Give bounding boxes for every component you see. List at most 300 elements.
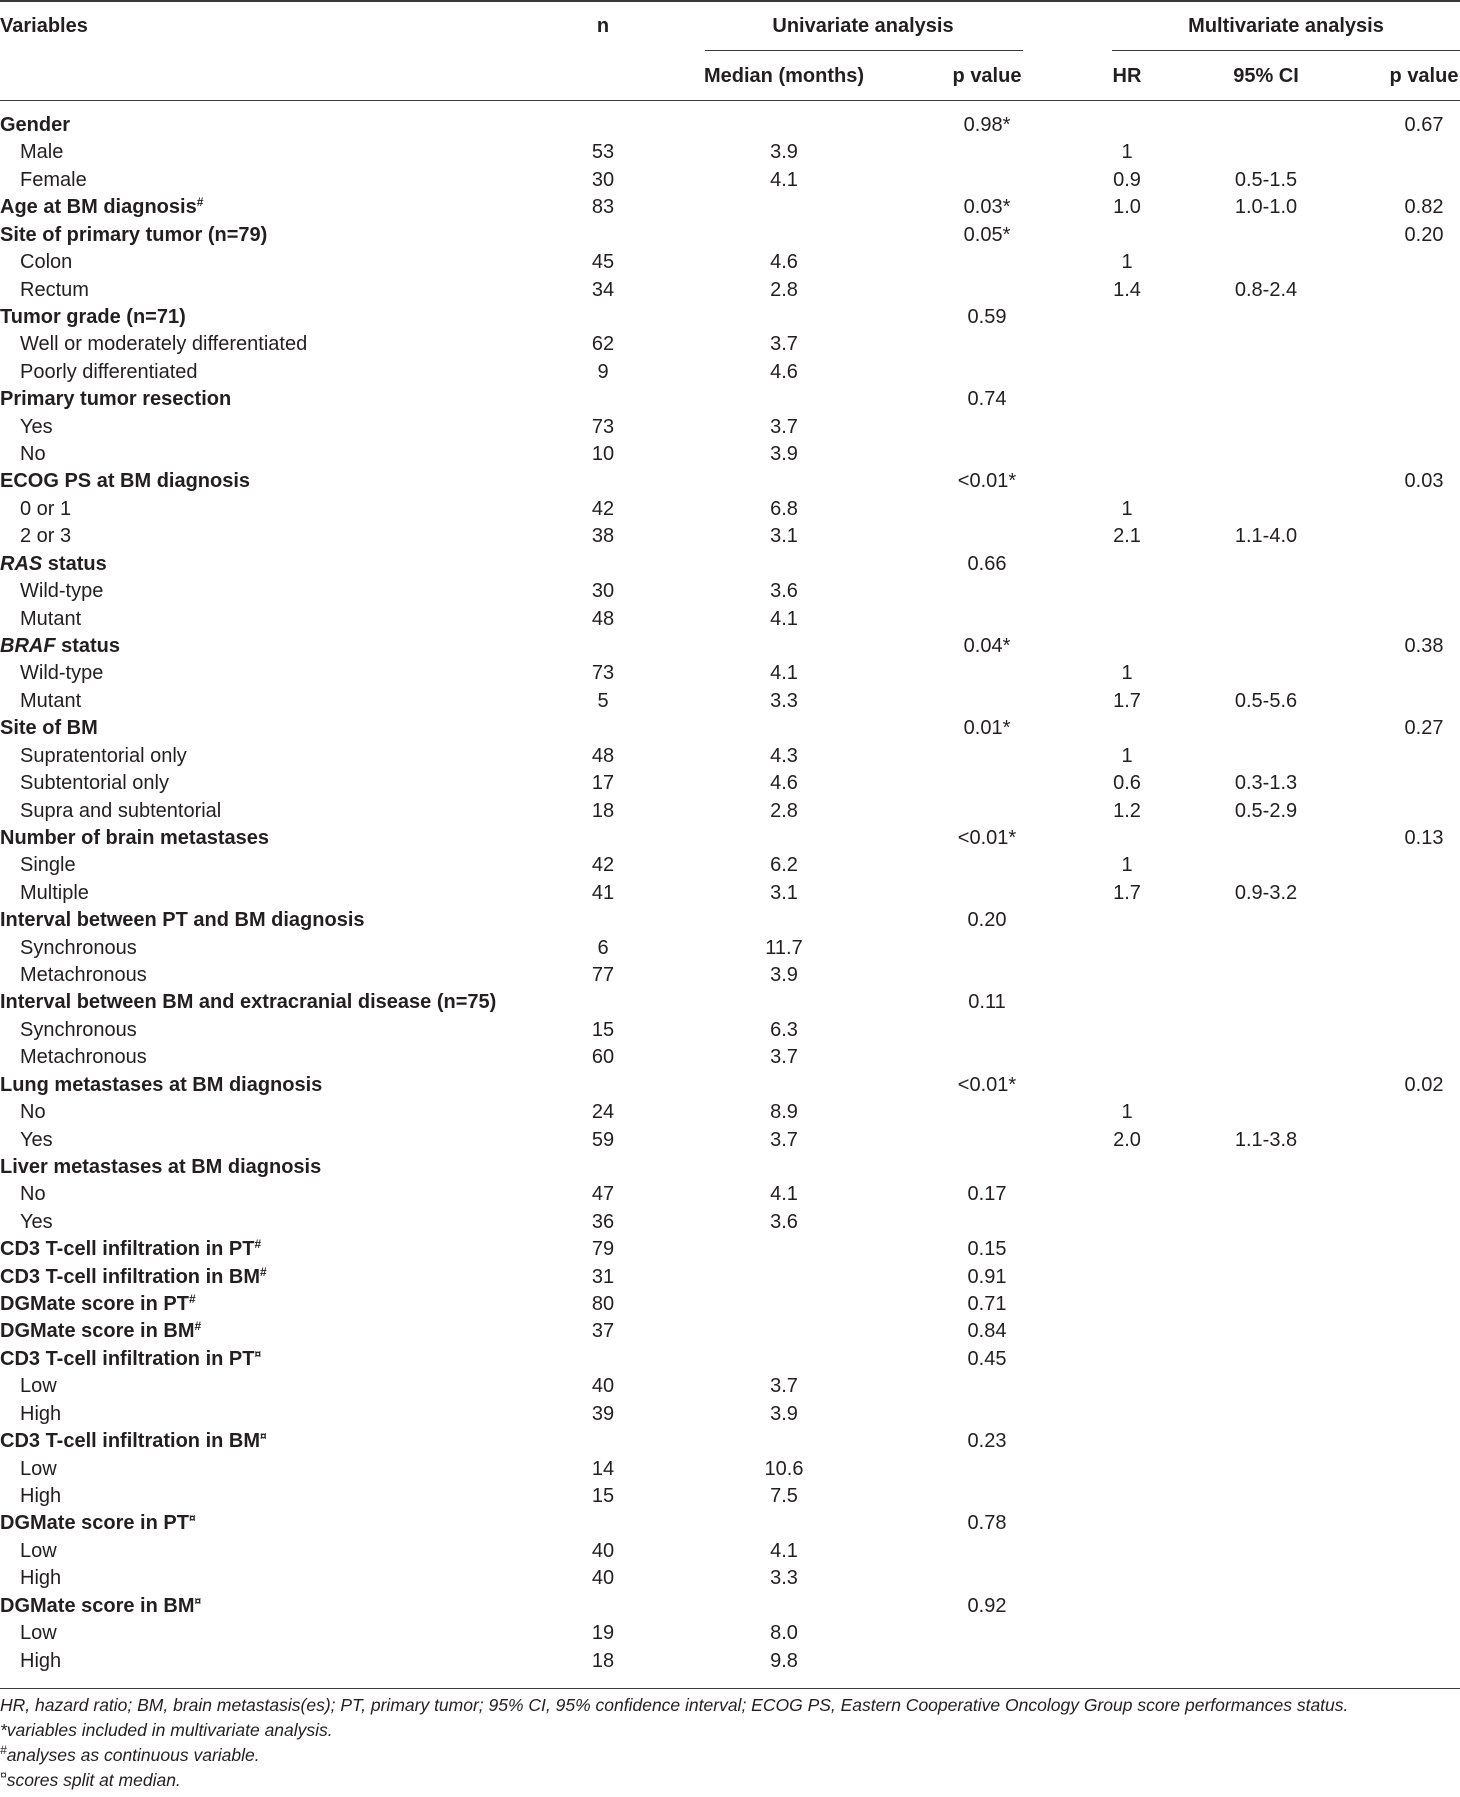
cell-ci: 0.5-5.6 bbox=[1234, 689, 1298, 712]
row-label bbox=[20, 414, 53, 441]
table-row bbox=[0, 1044, 1460, 1071]
cell-p2: 0.67 bbox=[1404, 114, 1444, 136]
cell-hr: 2.0 bbox=[1113, 1128, 1141, 1151]
table-row bbox=[0, 496, 1460, 523]
cell-median: 8.9 bbox=[770, 1101, 798, 1124]
cell-n: 15 bbox=[591, 1485, 615, 1507]
header-hr: HR bbox=[1112, 65, 1142, 87]
footnote-marker: # bbox=[254, 1237, 262, 1252]
header-bottom-rule bbox=[0, 100, 1460, 101]
row-label-text: Low bbox=[20, 1375, 57, 1398]
table-row bbox=[0, 222, 1460, 249]
cell-n: 38 bbox=[591, 525, 615, 548]
header-variables: Variables bbox=[0, 15, 88, 37]
cell-ci: 0.5-2.9 bbox=[1234, 799, 1298, 822]
cell-n: 59 bbox=[591, 1128, 615, 1151]
cell-p1: 0.20 bbox=[967, 909, 1007, 932]
cell-hr: 1.7 bbox=[1113, 881, 1141, 904]
row-label-text: Lung metastases at BM diagnosis bbox=[0, 1073, 323, 1096]
row-group-label bbox=[0, 1236, 261, 1263]
cell-n: 53 bbox=[591, 141, 615, 164]
table-row bbox=[0, 1127, 1460, 1154]
row-label-text: Poorly differentiated bbox=[20, 360, 198, 383]
row-label bbox=[20, 962, 147, 989]
row-label-text: Low bbox=[20, 1457, 57, 1480]
footnote-marker: # bbox=[260, 1264, 267, 1279]
cell-p1: 0.45 bbox=[967, 1347, 1007, 1370]
row-group-label bbox=[0, 715, 98, 742]
cell-p1: 0.84 bbox=[967, 1320, 1007, 1343]
table-row bbox=[0, 1456, 1460, 1483]
header-ci: 95% CI bbox=[1233, 65, 1299, 87]
cell-p1: 0.98* bbox=[963, 114, 1011, 136]
cell-n: 42 bbox=[591, 854, 615, 877]
cell-p1: 0.66 bbox=[967, 552, 1007, 575]
cell-n: 19 bbox=[591, 1622, 615, 1645]
row-label-text: Interval between BM and extracranial disease (n=75) bbox=[0, 991, 497, 1014]
cell-n: 30 bbox=[591, 580, 615, 603]
table-row bbox=[0, 660, 1460, 687]
row-label-text: 0 or 1 bbox=[20, 497, 72, 520]
row-group-label bbox=[0, 112, 70, 139]
row-label-text: 2 or 3 bbox=[20, 525, 72, 548]
cell-ci: 0.5-1.5 bbox=[1234, 168, 1298, 191]
table-row bbox=[0, 1072, 1460, 1099]
row-label bbox=[20, 1017, 137, 1044]
row-group-label bbox=[0, 194, 203, 221]
table-row bbox=[0, 688, 1460, 715]
row-label-text: Male bbox=[20, 141, 64, 164]
header-p-value-uni: p value bbox=[952, 65, 1022, 87]
gene-name: RAS bbox=[0, 552, 43, 575]
row-label-text: High bbox=[20, 1485, 62, 1507]
cell-p1: 0.91 bbox=[967, 1265, 1007, 1288]
cell-n: 48 bbox=[591, 607, 615, 630]
cell-median: 3.6 bbox=[770, 1210, 798, 1233]
row-label-text: Site of primary tumor (n=79) bbox=[0, 223, 268, 246]
row-label-text: Age at BM diagnosis bbox=[0, 196, 197, 219]
row-label-text: Supratentorial only bbox=[20, 744, 187, 767]
row-label-text: Primary tumor resection bbox=[0, 388, 232, 411]
cell-n: 10 bbox=[591, 443, 615, 466]
row-label-text: Low bbox=[20, 1539, 57, 1562]
footnote-marker: ¤ bbox=[260, 1429, 267, 1444]
table-row bbox=[0, 962, 1460, 989]
footnote bbox=[0, 1693, 1460, 1718]
row-label-text: High bbox=[20, 1402, 62, 1425]
cell-n: 47 bbox=[591, 1183, 615, 1206]
table-row bbox=[0, 441, 1460, 468]
cell-n: 40 bbox=[591, 1567, 615, 1590]
row-label bbox=[20, 139, 63, 166]
cell-hr: 1 bbox=[1121, 497, 1133, 520]
row-label bbox=[20, 1620, 57, 1647]
table-row bbox=[0, 1346, 1460, 1373]
row-group-label bbox=[0, 1072, 322, 1099]
cell-median: 3.1 bbox=[770, 881, 798, 904]
table-row bbox=[0, 1154, 1460, 1181]
table-row bbox=[0, 1209, 1460, 1236]
row-group-label bbox=[0, 1154, 321, 1181]
footnote bbox=[0, 1718, 1460, 1743]
table-row bbox=[0, 112, 1460, 139]
table-row bbox=[0, 1318, 1460, 1345]
cell-p2: 0.27 bbox=[1404, 717, 1444, 740]
row-label-text: Yes bbox=[20, 1128, 53, 1151]
cell-median: 4.6 bbox=[770, 251, 798, 274]
table-row bbox=[0, 1510, 1460, 1537]
cell-p1: 0.71 bbox=[967, 1293, 1007, 1316]
univariate-underline bbox=[705, 50, 1023, 51]
cell-median: 4.1 bbox=[770, 1183, 798, 1206]
table-row bbox=[0, 1620, 1460, 1647]
row-label-text: Interval between PT and BM diagnosis bbox=[0, 909, 365, 932]
footnote-marker: # bbox=[0, 1743, 7, 1757]
cell-median: 8.0 bbox=[770, 1622, 798, 1645]
table-row bbox=[0, 1648, 1460, 1675]
row-group-label bbox=[0, 989, 496, 1016]
table-row bbox=[0, 1236, 1460, 1263]
footnote bbox=[0, 1768, 1460, 1793]
cell-p1: 0.03* bbox=[963, 196, 1011, 219]
row-label bbox=[20, 688, 81, 715]
footnote-text: *variables included in multivariate analysis. bbox=[0, 1720, 333, 1740]
cell-median: 3.3 bbox=[770, 689, 798, 712]
row-label bbox=[20, 167, 87, 194]
table-row bbox=[0, 468, 1460, 495]
cell-n: 83 bbox=[591, 196, 615, 219]
row-label-text: High bbox=[20, 1649, 62, 1672]
row-label-text: Gender bbox=[0, 114, 71, 136]
cell-n: 39 bbox=[591, 1402, 615, 1425]
row-group-label bbox=[0, 386, 231, 413]
row-group-label bbox=[0, 304, 186, 331]
cell-ci: 0.9-3.2 bbox=[1234, 881, 1298, 904]
cell-median: 9.8 bbox=[770, 1649, 798, 1672]
footnote-text: analyses as continuous variable. bbox=[6, 1745, 260, 1765]
table-row bbox=[0, 715, 1460, 742]
cell-median: 3.9 bbox=[770, 1402, 798, 1425]
row-label bbox=[20, 770, 169, 797]
cell-hr: 1 bbox=[1121, 854, 1133, 877]
table-row bbox=[0, 386, 1460, 413]
multivariate-underline bbox=[1112, 50, 1460, 51]
cell-median: 6.3 bbox=[770, 1018, 798, 1041]
cell-n: 15 bbox=[591, 1018, 615, 1041]
cell-n: 80 bbox=[591, 1293, 615, 1316]
table-row bbox=[0, 578, 1460, 605]
cell-median: 6.8 bbox=[770, 497, 798, 520]
table-row bbox=[0, 523, 1460, 550]
header-multivariate: Multivariate analysis bbox=[1188, 15, 1384, 37]
row-label-text: status bbox=[42, 552, 107, 575]
cell-p1: 0.01* bbox=[963, 717, 1011, 740]
cell-n: 73 bbox=[591, 415, 615, 438]
cell-p1: 0.78 bbox=[967, 1512, 1007, 1535]
cell-ci: 1.1-4.0 bbox=[1234, 525, 1298, 548]
table-row bbox=[0, 825, 1460, 852]
cell-median: 3.1 bbox=[770, 525, 798, 548]
cell-median: 3.7 bbox=[770, 1375, 798, 1398]
row-label bbox=[20, 1099, 46, 1126]
cell-hr: 1.0 bbox=[1113, 196, 1141, 219]
table-row bbox=[0, 1373, 1460, 1400]
row-label-text: Metachronous bbox=[20, 1046, 147, 1069]
cell-median: 4.6 bbox=[770, 772, 798, 795]
footnote-marker: # bbox=[196, 195, 204, 210]
cell-median: 2.8 bbox=[770, 278, 798, 301]
cell-median: 3.7 bbox=[770, 1128, 798, 1151]
cell-n: 37 bbox=[591, 1320, 615, 1343]
row-label bbox=[20, 277, 89, 304]
cell-hr: 1.2 bbox=[1113, 799, 1141, 822]
row-label-text: DGMate score in PT bbox=[0, 1293, 189, 1316]
footnote bbox=[0, 1743, 1460, 1768]
cell-median: 3.9 bbox=[770, 443, 798, 466]
table-row bbox=[0, 1593, 1460, 1620]
cell-median: 3.9 bbox=[770, 964, 798, 987]
cell-hr: 0.6 bbox=[1113, 772, 1141, 795]
row-label-text: No bbox=[20, 443, 46, 466]
row-label bbox=[20, 1181, 46, 1208]
row-label-text: Multiple bbox=[20, 881, 89, 904]
cell-n: 31 bbox=[591, 1265, 615, 1288]
row-label bbox=[20, 1648, 61, 1675]
footnote-text: scores split at median. bbox=[6, 1770, 181, 1790]
cell-median: 3.7 bbox=[770, 415, 798, 438]
table-row bbox=[0, 551, 1460, 578]
cell-n: 18 bbox=[591, 1649, 615, 1672]
cell-hr: 0.9 bbox=[1113, 168, 1141, 191]
table-row bbox=[0, 194, 1460, 221]
footnote-marker: # bbox=[194, 1319, 202, 1334]
cell-p2: 0.20 bbox=[1404, 223, 1444, 246]
cell-hr: 1 bbox=[1121, 251, 1133, 274]
row-label-text: DGMate score in PT bbox=[0, 1512, 189, 1535]
row-group-label bbox=[0, 1428, 267, 1455]
cell-median: 3.7 bbox=[770, 333, 798, 356]
cell-n: 41 bbox=[591, 881, 615, 904]
cell-median: 3.7 bbox=[770, 1046, 798, 1069]
cell-median: 4.1 bbox=[770, 607, 798, 630]
footnote-marker: ¤ bbox=[0, 1768, 7, 1782]
table-row bbox=[0, 798, 1460, 825]
row-group-label bbox=[0, 1593, 201, 1620]
cell-p2: 0.03 bbox=[1404, 470, 1444, 493]
cell-p2: 0.38 bbox=[1404, 634, 1444, 657]
cell-median: 4.6 bbox=[770, 360, 798, 383]
row-label-text: Yes bbox=[20, 1210, 53, 1233]
header-n: n bbox=[596, 15, 610, 37]
cell-median: 4.1 bbox=[770, 1539, 798, 1562]
cell-n: 36 bbox=[591, 1210, 615, 1233]
row-label-text: High bbox=[20, 1567, 62, 1590]
table-row bbox=[0, 989, 1460, 1016]
table-row bbox=[0, 167, 1460, 194]
cell-n: 17 bbox=[591, 772, 615, 795]
cell-n: 60 bbox=[591, 1046, 615, 1069]
cell-median: 4.1 bbox=[770, 168, 798, 191]
row-label bbox=[20, 1044, 147, 1071]
cell-ci: 0.3-1.3 bbox=[1234, 772, 1298, 795]
row-label bbox=[20, 1127, 53, 1154]
cell-median: 6.2 bbox=[770, 854, 798, 877]
table-row bbox=[0, 1401, 1460, 1428]
row-group-label bbox=[0, 633, 120, 660]
cell-median: 3.9 bbox=[770, 141, 798, 164]
table-row bbox=[0, 1099, 1460, 1126]
cell-n: 24 bbox=[591, 1101, 615, 1124]
table-row bbox=[0, 1483, 1460, 1510]
table-row bbox=[0, 907, 1460, 934]
cell-median: 3.6 bbox=[770, 580, 798, 603]
row-label bbox=[20, 1401, 61, 1428]
row-label-text: Wild-type bbox=[20, 580, 104, 603]
row-group-label bbox=[0, 1264, 267, 1291]
table-row bbox=[0, 1291, 1460, 1318]
row-label-text: Wild-type bbox=[20, 662, 104, 685]
row-label-text: CD3 T-cell infiltration in BM bbox=[0, 1265, 261, 1288]
row-label bbox=[20, 1373, 57, 1400]
row-label-text: Mutant bbox=[20, 689, 82, 712]
cell-median: 3.3 bbox=[770, 1567, 798, 1590]
row-label-text: Site of BM bbox=[0, 717, 98, 740]
cell-n: 40 bbox=[591, 1375, 615, 1398]
row-group-label bbox=[0, 551, 107, 578]
footnote-marker: ¤ bbox=[194, 1593, 202, 1608]
cell-n: 30 bbox=[591, 168, 615, 191]
cell-hr: 1 bbox=[1121, 744, 1133, 767]
row-label bbox=[20, 359, 198, 386]
footnote-marker: ¤ bbox=[188, 1511, 196, 1526]
cell-p2: 0.82 bbox=[1404, 196, 1444, 219]
cell-n: 42 bbox=[591, 497, 615, 520]
row-label-text: Mutant bbox=[20, 607, 82, 630]
row-label bbox=[20, 935, 137, 962]
cell-n: 5 bbox=[597, 689, 609, 712]
table-row bbox=[0, 1181, 1460, 1208]
row-group-label bbox=[0, 907, 365, 934]
cell-median: 10.6 bbox=[764, 1457, 804, 1480]
row-group-label bbox=[0, 1510, 196, 1537]
row-label-text: Well or moderately differentiated bbox=[20, 333, 308, 356]
row-label-text: CD3 T-cell infiltration in PT bbox=[0, 1347, 255, 1370]
header-univariate: Univariate analysis bbox=[772, 15, 954, 37]
row-label bbox=[20, 496, 71, 523]
cell-p1: 0.05* bbox=[963, 223, 1011, 246]
cell-hr: 2.1 bbox=[1113, 525, 1141, 548]
cell-p1: <0.01* bbox=[957, 1073, 1017, 1096]
table-row bbox=[0, 1264, 1460, 1291]
row-label-text: Synchronous bbox=[20, 1018, 137, 1041]
row-label-text: DGMate score in BM bbox=[0, 1320, 195, 1343]
cell-median: 11.7 bbox=[765, 936, 803, 959]
footnote-marker: # bbox=[188, 1292, 196, 1307]
table-row bbox=[0, 139, 1460, 166]
table-row bbox=[0, 249, 1460, 276]
row-group-label bbox=[0, 1346, 261, 1373]
cell-n: 18 bbox=[591, 799, 615, 822]
cell-p1: 0.11 bbox=[968, 991, 1006, 1014]
table-row bbox=[0, 277, 1460, 304]
row-group-label bbox=[0, 825, 269, 852]
cell-n: 77 bbox=[591, 964, 615, 987]
table-row bbox=[0, 770, 1460, 797]
cell-n: 14 bbox=[591, 1457, 615, 1480]
cell-hr: 1 bbox=[1121, 141, 1133, 164]
row-label-text: status bbox=[55, 634, 121, 657]
row-label-text: No bbox=[20, 1101, 46, 1124]
cell-ci: 1.0-1.0 bbox=[1234, 196, 1298, 219]
cell-ci: 0.8-2.4 bbox=[1234, 278, 1298, 301]
cell-n: 9 bbox=[597, 360, 609, 383]
row-label bbox=[20, 249, 72, 276]
row-label bbox=[20, 578, 103, 605]
gene-name: BRAF bbox=[0, 634, 56, 657]
row-label bbox=[20, 798, 221, 825]
row-label bbox=[20, 331, 307, 358]
cell-hr: 1.4 bbox=[1113, 278, 1141, 301]
table-row bbox=[0, 880, 1460, 907]
header-p-value-multi: p value bbox=[1389, 65, 1459, 87]
row-label bbox=[20, 1538, 57, 1565]
row-label bbox=[20, 660, 103, 687]
cell-hr: 1 bbox=[1121, 1101, 1133, 1124]
cell-p1: 0.23 bbox=[967, 1430, 1007, 1453]
table-row bbox=[0, 606, 1460, 633]
table-row bbox=[0, 935, 1460, 962]
row-label-text: Liver metastases at BM diagnosis bbox=[0, 1155, 322, 1178]
row-label bbox=[20, 441, 46, 468]
row-label bbox=[20, 1456, 57, 1483]
cell-median: 4.1 bbox=[770, 662, 798, 685]
table-row bbox=[0, 304, 1460, 331]
cell-p1: <0.01* bbox=[957, 826, 1017, 849]
table-row bbox=[0, 331, 1460, 358]
table-row bbox=[0, 1565, 1460, 1592]
row-group-label bbox=[0, 1318, 201, 1345]
table-row bbox=[0, 852, 1460, 879]
cell-p1: 0.92 bbox=[967, 1594, 1007, 1617]
table-row bbox=[0, 414, 1460, 441]
cell-p2: 0.13 bbox=[1404, 826, 1444, 849]
table-row bbox=[0, 743, 1460, 770]
footnote-marker: ¤ bbox=[254, 1346, 262, 1361]
row-label-text: Synchronous bbox=[20, 936, 137, 959]
row-group-label bbox=[0, 1291, 196, 1318]
header-median: Median (months) bbox=[704, 65, 864, 87]
row-label-text: Metachronous bbox=[20, 964, 147, 987]
cell-hr: 1 bbox=[1121, 662, 1133, 685]
cell-median: 7.5 bbox=[770, 1485, 798, 1507]
row-label-text: No bbox=[20, 1183, 46, 1206]
cell-n: 45 bbox=[591, 251, 615, 274]
row-label-text: Supra and subtentorial bbox=[20, 799, 222, 822]
table-row bbox=[0, 1428, 1460, 1455]
row-label-text: Low bbox=[20, 1622, 57, 1645]
row-label-text: Yes bbox=[20, 415, 53, 438]
row-label-text: DGMate score in BM bbox=[0, 1594, 195, 1617]
cell-p1: 0.17 bbox=[967, 1183, 1007, 1206]
row-label-text: Female bbox=[20, 168, 87, 191]
row-label-text: Rectum bbox=[20, 278, 89, 301]
cell-n: 6 bbox=[597, 936, 609, 959]
footnotes bbox=[0, 1693, 1460, 1793]
row-label bbox=[20, 523, 71, 550]
cell-n: 34 bbox=[591, 278, 615, 301]
row-label-text: CD3 T-cell infiltration in BM bbox=[0, 1430, 261, 1453]
row-group-label bbox=[0, 222, 267, 249]
